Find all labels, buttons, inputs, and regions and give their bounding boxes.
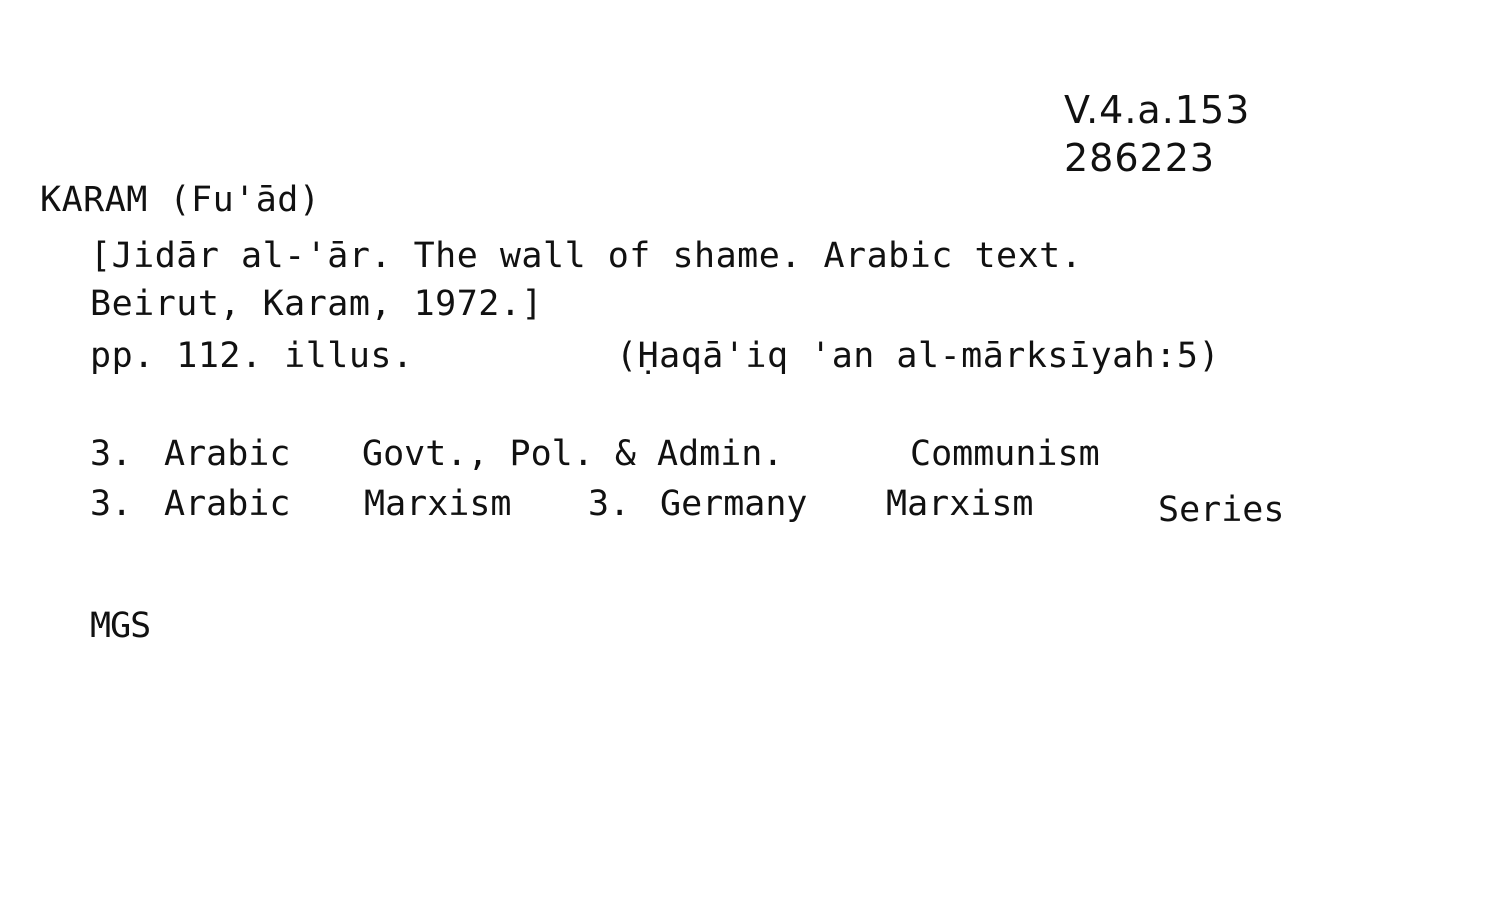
author-heading: KARAM (Fu'ād)	[40, 180, 321, 220]
subject-topic: Marxism	[364, 484, 512, 524]
shelfmark: V.4.a.153	[1064, 88, 1251, 132]
subject-code: 3.	[90, 434, 133, 474]
subject-language: Arabic	[164, 484, 291, 524]
collation: pp. 112. illus.	[90, 336, 414, 376]
subject-code: 3.	[90, 484, 133, 524]
cataloguer-initials: MGS	[90, 606, 151, 646]
subject-topic-2: Marxism	[886, 484, 1034, 524]
series-statement: (Ḥaqā'iq 'an al-mārksīyah:5)	[616, 336, 1221, 376]
accession-number: 286223	[1064, 136, 1216, 180]
subject-topic: Communism	[910, 434, 1100, 474]
subject-heading: Govt., Pol. & Admin.	[362, 434, 784, 474]
imprint-line: Beirut, Karam, 1972.]	[90, 284, 544, 324]
subject-language: Arabic	[164, 434, 291, 474]
title-line: [Jidār al-'ār. The wall of shame. Arabic text.	[90, 236, 1083, 276]
subject-place: Germany	[660, 484, 808, 524]
subject-code-2: 3.	[588, 484, 631, 524]
series-label: Series	[1158, 490, 1285, 530]
